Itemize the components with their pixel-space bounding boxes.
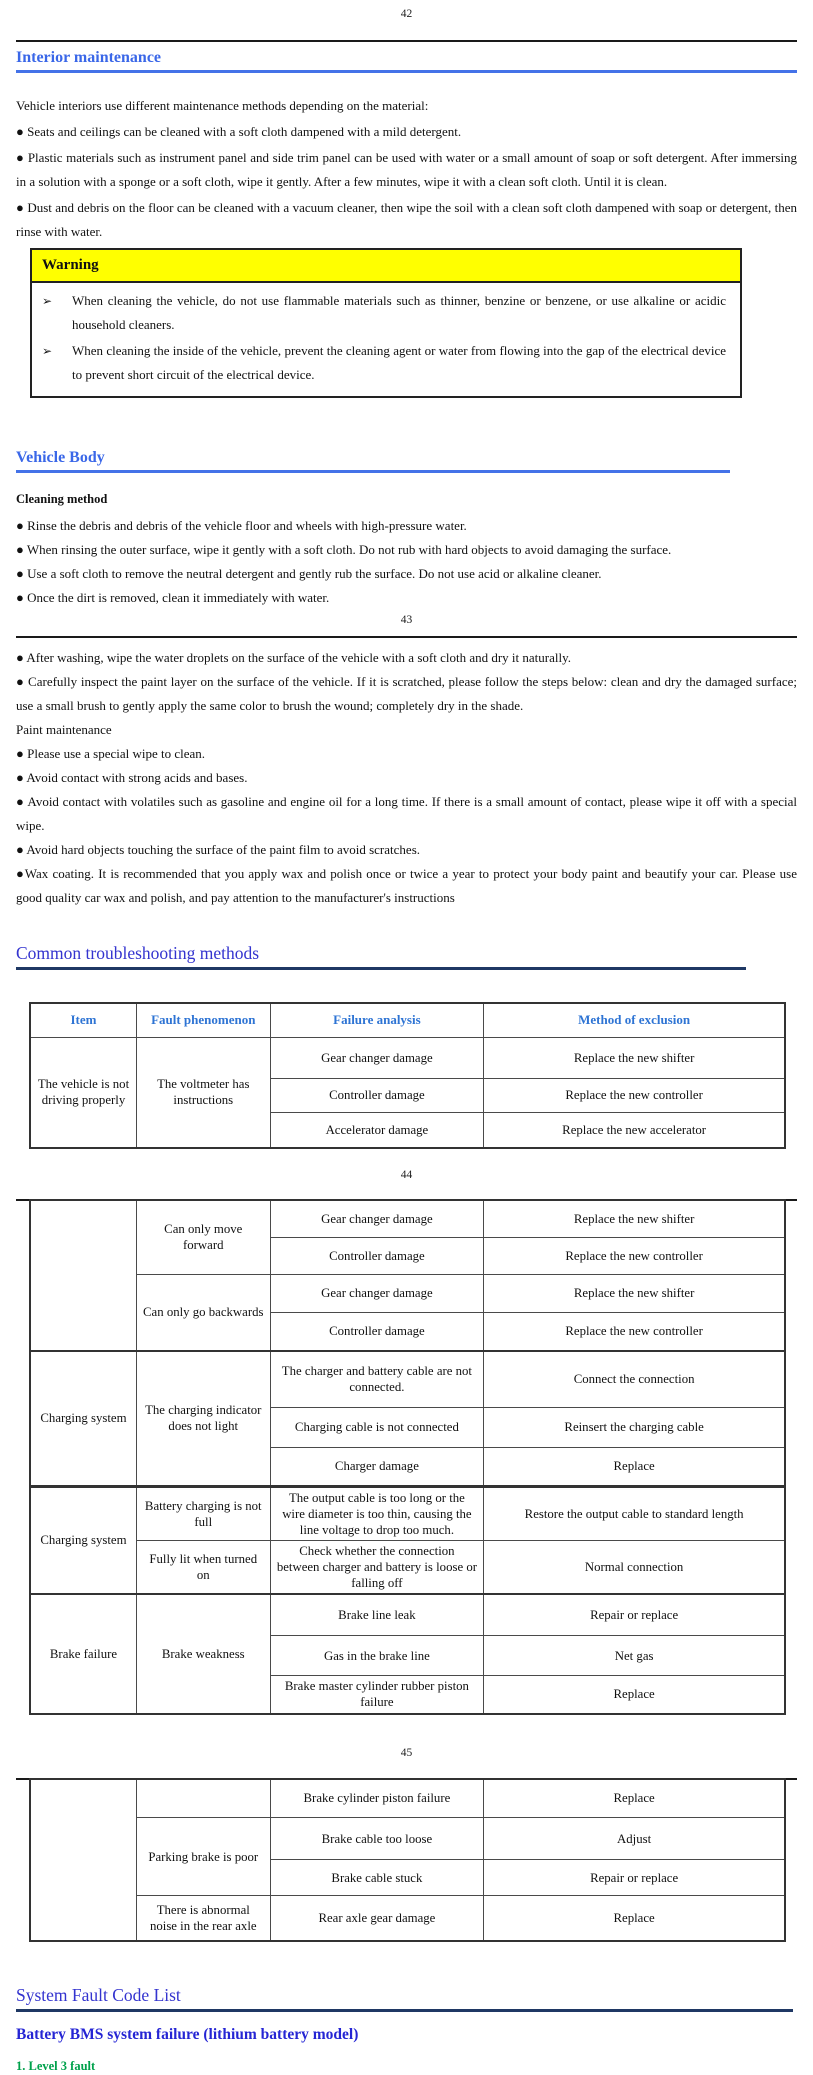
page-number: 45: [400, 1746, 413, 1759]
page-divider: [16, 636, 797, 638]
header-item: Item: [30, 1003, 136, 1037]
warning-item: [32, 338, 740, 388]
cell-method: Adjust: [484, 1818, 785, 1860]
cell-method: Connect the connection: [484, 1351, 785, 1407]
table-row: [30, 1818, 785, 1860]
cell-phenomenon: Parking brake is poor: [136, 1818, 270, 1896]
cell-analysis: Controller damage: [270, 1078, 484, 1112]
cell-phenomenon: The voltmeter has instructions: [136, 1037, 270, 1148]
heading-vehicle-body: Vehicle Body: [16, 448, 730, 473]
table-row: [30, 1200, 785, 1237]
table-row: [30, 1540, 785, 1594]
subheading-cleaning-method: Cleaning method: [16, 492, 108, 506]
cell-phenomenon: [136, 1779, 270, 1818]
bullet-item: ● Plastic materials such as instrument panel and side trim panel can be used with water or a small amount of soap or soft detergent. After immersing in a solution with a sponge or a soft cloth, wipe it gently. After a few minutes, wipe it with a clean soft cloth. Until it is clean.: [16, 150, 797, 189]
page-number: 44: [400, 1169, 413, 1181]
warning-title: Warning: [32, 250, 740, 283]
table-row: [30, 1896, 785, 1941]
cell-method: Replace the new accelerator: [484, 1112, 785, 1148]
cell-phenomenon: Battery charging is not full: [136, 1486, 270, 1540]
cell-method: Reinsert the charging cable: [484, 1407, 785, 1447]
cell-method: Repair or replace: [484, 1594, 785, 1636]
heading-battery-bms-failure: Battery BMS system failure (lithium battery model): [16, 2025, 359, 2043]
paragraph: Paint maintenance: [16, 722, 112, 737]
bullet-item: ● When rinsing the outer surface, wipe it gently with a soft cloth. Do not rub with hard objects to avoid damaging the surface.: [16, 542, 672, 557]
bullet-item: ● Please use a special wipe to clean.: [16, 746, 206, 761]
cell-method: Replace the new shifter: [484, 1037, 785, 1078]
cell-item: The vehicle is not driving properly: [30, 1037, 136, 1148]
cell-analysis: Gas in the brake line: [270, 1636, 484, 1676]
cell-method: Restore the output cable to standard length: [484, 1486, 785, 1540]
cell-analysis: Accelerator damage: [270, 1112, 484, 1148]
troubleshooting-table-page44: [29, 1199, 786, 1715]
cell-analysis: The output cable is too long or the wire diameter is too thin, causing the line voltage to drop too much.: [270, 1486, 484, 1540]
heading-system-fault-code-list: System Fault Code List: [16, 1984, 793, 2012]
troubleshooting-table-page45: [29, 1778, 786, 1942]
warning-item-text: When cleaning the vehicle, do not use flammable materials such as thinner, benzine or benzene, or use alkaline or acidic household cleaners.: [72, 293, 726, 332]
cell-method: Replace the new controller: [484, 1078, 785, 1112]
header-method-of-exclusion: Method of exclusion: [484, 1003, 785, 1037]
cell-method: Replace: [484, 1779, 785, 1818]
cell-method: Replace the new shifter: [484, 1274, 785, 1312]
cell-item: Charging system: [30, 1486, 136, 1594]
cell-phenomenon: The charging indicator does not light: [136, 1351, 270, 1486]
cell-method: Replace: [484, 1676, 785, 1714]
cell-method: Replace the new controller: [484, 1237, 785, 1274]
cell-method: Replace the new controller: [484, 1312, 785, 1351]
heading-interior-maintenance: Interior maintenance: [16, 48, 797, 73]
cell-analysis: Charger damage: [270, 1447, 484, 1486]
label-level-3-fault: 1. Level 3 fault: [16, 2058, 96, 2073]
cell-method: Replace: [484, 1896, 785, 1941]
page-divider: [16, 40, 797, 42]
cell-phenomenon: Fully lit when turned on: [136, 1540, 270, 1594]
bullet-item: ● Use a soft cloth to remove the neutral detergent and gently rub the surface. Do not use acid or alkaline cleaner.: [16, 566, 602, 581]
bullet-item: ● Carefully inspect the paint layer on the surface of the vehicle. If it is scratched, please follow the steps below: clean and dry the damaged surface; use a small brush to gently apply the same color to brush the wound; completely dry in the shade.: [16, 674, 797, 713]
arrow-bullet-icon: ➢: [42, 294, 53, 308]
bullet-item: ● Rinse the debris and debris of the vehicle floor and wheels with high-pressure water.: [16, 518, 467, 533]
table-header-row: [30, 1003, 785, 1037]
bullet-item: ● Dust and debris on the floor can be cleaned with a vacuum cleaner, then wipe the soil with a clean soft cloth dampened with soap or detergent, then rinse with water.: [16, 200, 797, 239]
header-fault-phenomenon: Fault phenomenon: [136, 1003, 270, 1037]
cell-method: Replace: [484, 1447, 785, 1486]
cell-analysis: Controller damage: [270, 1237, 484, 1274]
cell-analysis: Brake line leak: [270, 1594, 484, 1636]
cell-phenomenon: There is abnormal noise in the rear axle: [136, 1896, 270, 1941]
cell-analysis: Brake master cylinder rubber piston failure: [270, 1676, 484, 1714]
cell-analysis: The charger and battery cable are not connected.: [270, 1351, 484, 1407]
bullet-item: ● Once the dirt is removed, clean it immediately with water.: [16, 590, 330, 605]
cell-analysis: Gear changer damage: [270, 1274, 484, 1312]
cell-item: Brake failure: [30, 1594, 136, 1714]
cell-analysis: Gear changer damage: [270, 1200, 484, 1237]
table-row: [30, 1274, 785, 1312]
page-number: 42: [400, 8, 413, 20]
cell-item: Charging system: [30, 1351, 136, 1486]
cell-phenomenon: Brake weakness: [136, 1594, 270, 1714]
cell-method: Net gas: [484, 1636, 785, 1676]
cell-method: Normal connection: [484, 1540, 785, 1594]
table-row: [30, 1351, 785, 1407]
cell-analysis: Check whether the connection between charger and battery is loose or falling off: [270, 1540, 484, 1594]
table-row: [30, 1594, 785, 1636]
cell-item: [30, 1779, 136, 1941]
bullet-item: ● Avoid contact with volatiles such as gasoline and engine oil for a long time. If there is a small amount of contact, please wipe it off with a special wipe.: [16, 794, 797, 833]
bullet-item: ● Avoid contact with strong acids and bases.: [16, 770, 248, 785]
cell-analysis: Charging cable is not connected: [270, 1407, 484, 1447]
paragraph: Vehicle interiors use different maintenance methods depending on the material:: [16, 98, 429, 113]
cell-phenomenon: Can only go backwards: [136, 1274, 270, 1351]
troubleshooting-table-page43: [29, 1002, 786, 1149]
warning-body: [32, 283, 740, 396]
cell-analysis: Brake cylinder piston failure: [270, 1779, 484, 1818]
table-row: [30, 1779, 785, 1818]
cell-analysis: Controller damage: [270, 1312, 484, 1351]
warning-box: [30, 248, 742, 398]
bullet-item: ● Seats and ceilings can be cleaned with a soft cloth dampened with a mild detergent.: [16, 124, 462, 139]
table-row: [30, 1037, 785, 1078]
cell-method: Repair or replace: [484, 1860, 785, 1896]
warning-item: [32, 288, 740, 338]
heading-common-troubleshooting: Common troubleshooting methods: [16, 942, 746, 970]
cell-analysis: Brake cable stuck: [270, 1860, 484, 1896]
cell-analysis: Brake cable too loose: [270, 1818, 484, 1860]
cell-method: Replace the new shifter: [484, 1200, 785, 1237]
bullet-item: ● Avoid hard objects touching the surface of the paint film to avoid scratches.: [16, 842, 420, 857]
warning-item-text: When cleaning the inside of the vehicle, prevent the cleaning agent or water from flowing into the gap of the electrical device to prevent short circuit of the electrical device.: [72, 343, 726, 382]
table-row: [30, 1486, 785, 1540]
header-failure-analysis: Failure analysis: [270, 1003, 484, 1037]
bullet-item: ●Wax coating. It is recommended that you apply wax and polish once or twice a year to protect your body paint and beautify your car. Please use good quality car wax and polish, and pay attention to the manufacturer's instructions: [16, 866, 797, 905]
bullet-item: ● After washing, wipe the water droplets on the surface of the vehicle with a soft cloth and dry it naturally.: [16, 650, 572, 665]
page-number: 43: [400, 614, 413, 626]
cell-item: [30, 1200, 136, 1351]
cell-analysis: Gear changer damage: [270, 1037, 484, 1078]
arrow-bullet-icon: ➢: [42, 344, 53, 358]
cell-analysis: Rear axle gear damage: [270, 1896, 484, 1941]
cell-phenomenon: Can only move forward: [136, 1200, 270, 1274]
